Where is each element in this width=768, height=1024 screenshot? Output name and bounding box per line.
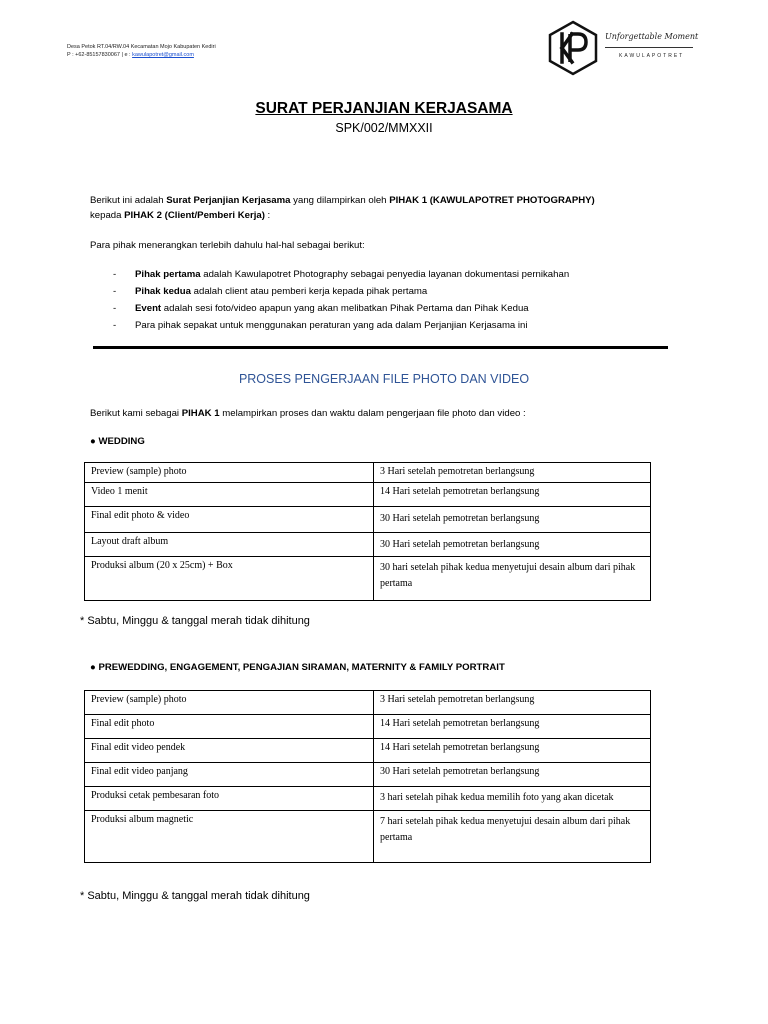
process-cell: Final edit video panjang: [85, 763, 374, 787]
logo-tagline: Unforgettable Moment: [605, 32, 699, 41]
wedding-heading: ● WEDDING: [90, 436, 145, 447]
intro-paragraph: [90, 193, 690, 223]
definitions-list: [113, 266, 569, 334]
wedding-table: [84, 462, 651, 601]
wedding-note: * Sabtu, Minggu & tanggal merah tidak dihitung: [80, 615, 310, 627]
duration-cell: 30 Hari setelah pemotretan berlangsung: [374, 763, 651, 787]
item-text: Para pihak sepakat untuk menggunakan peraturan yang ada dalam Perjanjian Kerjasama ini: [135, 320, 528, 331]
table-row: [85, 691, 651, 715]
logo-brand: KAWULAPOTRET: [619, 53, 685, 59]
duration-cell: 30 Hari setelah pemotretan berlangsung: [374, 507, 651, 533]
definitions-intro: Para pihak menerangkan terlebih dahulu hal-hal sebagai berikut:: [90, 240, 365, 251]
table-row: [85, 739, 651, 763]
list-item: [113, 283, 569, 300]
section-intro: [90, 406, 690, 421]
address-line: Desa Petok RT.04/RW.04 Kecamatan Mojo Kabupaten Kediri: [67, 44, 216, 50]
table-row: [85, 763, 651, 787]
list-item: [113, 300, 569, 317]
company-logo: [545, 20, 699, 76]
table-row: [85, 715, 651, 739]
process-cell: Produksi album (20 x 25cm) + Box: [85, 557, 374, 601]
section-text: Berikut kami sebagai: [90, 408, 182, 419]
list-item: [113, 266, 569, 283]
intro-bold: Surat Perjanjian Kerjasama: [166, 195, 291, 206]
table-row: [85, 533, 651, 557]
intro-text: :: [264, 210, 271, 221]
duration-cell: 14 Hari setelah pemotretan berlangsung: [374, 739, 651, 763]
email-link[interactable]: kawulapotret@gmail.com: [132, 52, 194, 58]
section-divider: [93, 346, 668, 349]
duration-cell: 3 Hari setelah pemotretan berlangsung: [374, 691, 651, 715]
process-cell: Produksi album magnetic: [85, 811, 374, 863]
duration-cell: 30 hari setelah pihak kedua menyetujui desain album dari pihak pertama: [374, 557, 651, 601]
intro-text: yang dilampirkan oleh: [290, 195, 390, 206]
phone-text: P : +62-85157830067 | e :: [67, 52, 133, 58]
dash-bullet: -: [113, 286, 117, 297]
intro-bold: PIHAK 1 (KAWULAPOTRET PHOTOGRAPHY): [389, 195, 595, 206]
process-cell: Video 1 menit: [85, 483, 374, 507]
document-title: SURAT PERJANJIAN KERJASAMA: [255, 100, 513, 117]
intro-text: kepada: [90, 210, 125, 221]
logo-divider: [605, 47, 693, 48]
process-cell: Preview (sample) photo: [85, 691, 374, 715]
table-row: [85, 557, 651, 601]
process-cell: Final edit video pendek: [85, 739, 374, 763]
process-cell: Layout draft album: [85, 533, 374, 557]
prewedding-table: [84, 690, 651, 863]
process-cell: Produksi cetak pembesaran foto: [85, 787, 374, 811]
item-term: Pihak kedua: [135, 286, 191, 297]
duration-cell: 14 Hari setelah pemotretan berlangsung: [374, 715, 651, 739]
list-item: [113, 317, 569, 334]
duration-cell: 7 hari setelah pihak kedua menyetujui desain album dari pihak pertama: [374, 811, 651, 863]
item-text: adalah client atau pemberi kerja kepada pihak pertama: [191, 286, 428, 297]
section-title: PROSES PENGERJAAN FILE PHOTO DAN VIDEO: [238, 372, 530, 386]
duration-cell: 30 Hari setelah pemotretan berlangsung: [374, 533, 651, 557]
table-row: [85, 463, 651, 483]
process-cell: Final edit photo & video: [85, 507, 374, 533]
table-row: [85, 483, 651, 507]
company-address: [67, 43, 216, 59]
dash-bullet: -: [113, 269, 117, 280]
process-cell: Preview (sample) photo: [85, 463, 374, 483]
duration-cell: 3 hari setelah pihak kedua memilih foto yang akan dicetak: [374, 787, 651, 811]
process-cell: Final edit photo: [85, 715, 374, 739]
prewedding-note: * Sabtu, Minggu & tanggal merah tidak dihitung: [80, 890, 310, 902]
item-term: Pihak pertama: [135, 269, 201, 280]
duration-cell: 14 Hari setelah pemotretan berlangsung: [374, 483, 651, 507]
intro-text: Berikut ini adalah: [90, 195, 167, 206]
table-row: [85, 811, 651, 863]
dash-bullet: -: [113, 320, 117, 331]
section-text: melampirkan proses dan waktu dalam pengerjaan file photo dan video :: [219, 408, 526, 419]
intro-bold: PIHAK 2 (Client/Pemberi Kerja): [124, 210, 265, 221]
item-text: adalah Kawulapotret Photography sebagai penyedia layanan dokumentasi pernikahan: [200, 269, 570, 280]
document-number: SPK/002/MMXXII: [335, 121, 433, 135]
contact-line: [67, 51, 216, 59]
duration-cell: 3 Hari setelah pemotretan berlangsung: [374, 463, 651, 483]
table-row: [85, 507, 651, 533]
prewedding-heading: ● PREWEDDING, ENGAGEMENT, PENGAJIAN SIRAMAN, MATERNITY & FAMILY PORTRAIT: [90, 662, 505, 673]
item-text: adalah sesi foto/video apapun yang akan melibatkan Pihak Pertama dan Pihak Kedua: [161, 303, 529, 314]
table-row: [85, 787, 651, 811]
kp-logo-icon: [545, 20, 601, 76]
item-term: Event: [135, 303, 162, 314]
dash-bullet: -: [113, 303, 117, 314]
section-bold: PIHAK 1: [181, 408, 220, 419]
